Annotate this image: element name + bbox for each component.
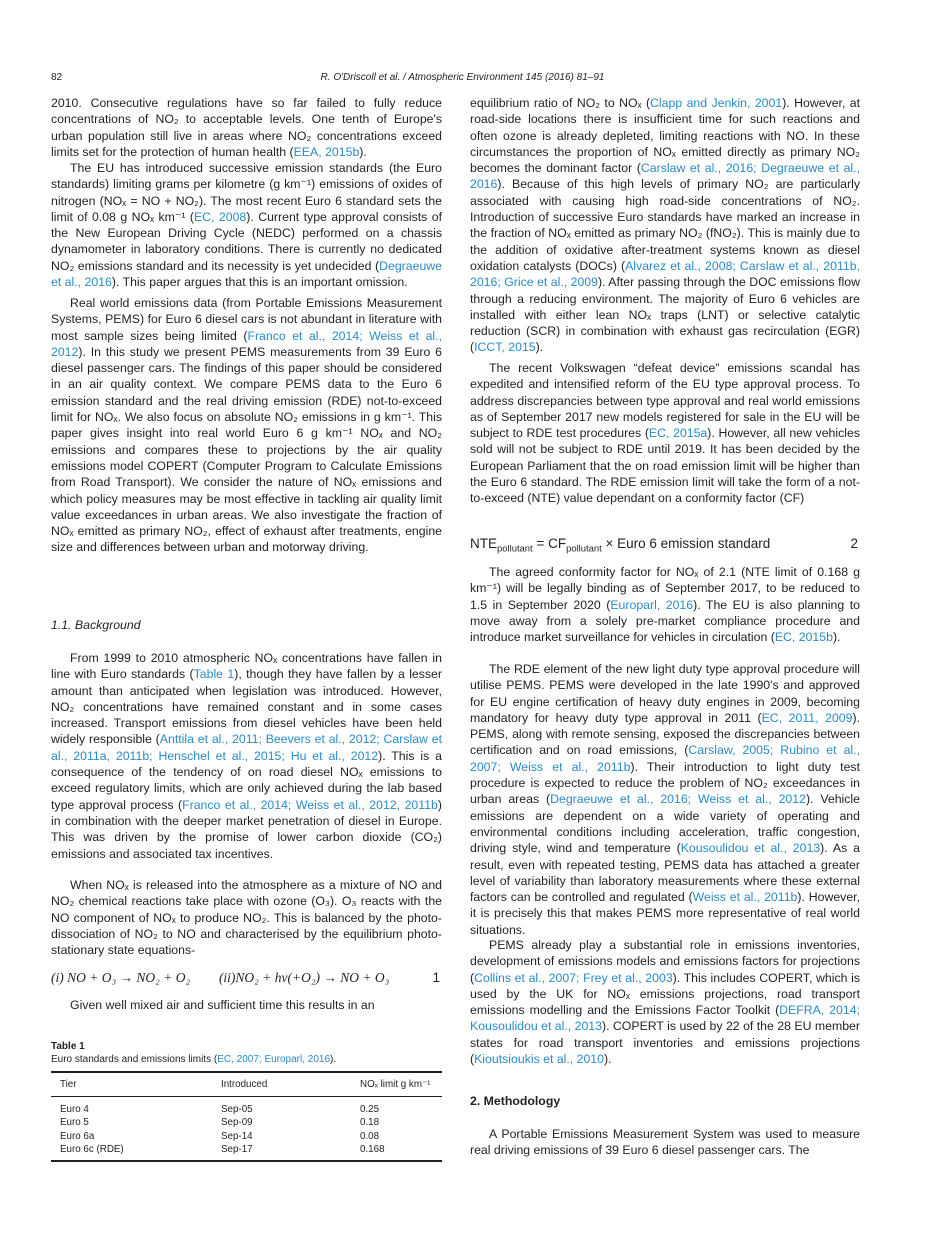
left-column bbox=[51, 0, 442, 1234]
citation-link[interactable]: EC, 2008 bbox=[193, 209, 247, 224]
equation-operator: = bbox=[532, 536, 549, 551]
equation-term: NTE bbox=[470, 536, 497, 551]
citation-link[interactable]: Franco et al., 2014; Weiss et al., 2012, 2011b bbox=[182, 797, 438, 812]
citation-link[interactable]: EC, 2015b bbox=[774, 630, 833, 645]
column-header: NOₓ limit g km⁻¹ bbox=[360, 1079, 431, 1090]
citation-link[interactable]: EC, 2007; Europarl, 2016 bbox=[217, 1054, 331, 1065]
citation-link[interactable]: Alvarez et al., 2008; Carslaw et al., 2011b, 2016; Grice et al., 2009 bbox=[470, 258, 860, 290]
paragraph-text: Given well mixed air and sufficient time this results in an bbox=[70, 998, 375, 1012]
table-cell: 0.168 bbox=[360, 1143, 385, 1155]
paragraph-text: The RDE element of the new light duty type approval procedure will utilise PEMS. PEMS were developed in the late 1990's and approved for EU engine certification of heavy duty engines in 2009, becoming mandatory for heavy duty type approval in 2011 ( bbox=[470, 662, 860, 725]
table-row bbox=[51, 1116, 442, 1129]
paragraph bbox=[470, 661, 860, 938]
paragraph-text: ). bbox=[359, 144, 367, 159]
paragraph-text: The EU has introduced successive emission standards (the Euro standards) limiting grams per kilometre (g km⁻¹) emissions of oxides of nitrogen (NOₓ = NO + NO₂). The most recent Euro 6 standard sets the limit of 0.08 g NOₓ km⁻¹ ( bbox=[51, 161, 442, 224]
paragraph-text: ). bbox=[832, 630, 841, 645]
paragraph-text: ). The EU is also planning to move away from a solely pre-market compliance procedure and introduce market surveillance for vehicles in circulation ( bbox=[470, 597, 860, 645]
paragraph-text: From 1999 to 2010 atmospheric NOₓ concentrations have fallen in line with Euro standards ( bbox=[51, 651, 442, 682]
paragraph-text: ). bbox=[604, 1052, 612, 1067]
paragraph-text: ). Because of this high levels of primary NO₂ are particularly associated with causing high road-side concentrations of NO₂. Introduction of successive Euro standards have marked an increase in the fraction of NOₓ emitted as primary NO₂ (fNO₂). This is mainly due to the addition of oxidative after-treatment systems known as diesel oxidation catalysts (DOCs) ( bbox=[470, 177, 860, 273]
table-row bbox=[51, 1097, 442, 1117]
citation-link[interactable]: Kioutsioukis et al., 2010 bbox=[474, 1052, 604, 1067]
table-cell: Sep-17 bbox=[221, 1143, 253, 1155]
paragraph-text: Real world emissions data (from Portable Emissions Measurement Systems, PEMS) for Euro 6 diesel cars is not abundant in literature with most sample sizes being limited ( bbox=[51, 296, 442, 343]
paragraph-text: ). Vehicle emissions are dependent on a wide variety of operating and environmental conditions including acceleration, traffic congestion, driving style, wind and temperature ( bbox=[470, 792, 860, 856]
paragraph-text: equilibrium ratio of NO₂ to NOₓ ( bbox=[470, 96, 651, 110]
page-number: 82 bbox=[51, 72, 63, 83]
paragraph-text: ). In this study we present PEMS measurements from 39 Euro 6 diesel passenger cars. The findings of this paper should be considered in an air quality context. We compare PEMS data to the Euro 6 emission standard and the real driving emission (RDE) not-to-exceed limit for NOₓ. We also focus on absolute NO₂ emissions in g km⁻¹. This paper gives insight into real world Euro 6 g km⁻¹ NOₓ and NO₂ emissions and compares these to projections by the air quality emissions model COPERT (Computer Program to Calculate Emissions from Road Transport). We consider the nature of NOₓ emissions and which policy measures may be most effective in tackling air quality limit value exceedances in urban areas. We also investigate the fraction of NOₓ emitted as primary NO₂, effect of exhaust after treatments, engine size and differences between urban and motorway driving. bbox=[51, 344, 442, 555]
paragraph bbox=[470, 937, 860, 1067]
paragraph-text: PEMS already play a substantial role in emissions inventories, development of emissions models and emissions factors for projections ( bbox=[470, 938, 860, 985]
equation-term: CF bbox=[548, 536, 567, 551]
citation-link[interactable]: Kousoulidou et al., 2013 bbox=[680, 841, 821, 856]
paragraph bbox=[470, 95, 860, 356]
equation-term: × Euro 6 emission standard bbox=[601, 536, 771, 551]
table-1 bbox=[51, 1041, 442, 1162]
equation-part-ii: (ii)NO₂ + hν(+O₂) → NO + O₃ bbox=[218, 970, 390, 985]
equation-part-i: (i) NO + O₃ → NO₂ + O₂ bbox=[51, 970, 191, 985]
paragraph-text: When NOₓ is released into the atmosphere as a mixture of NO and NO₂ chemical reactions take place with ozone (O₃). O₃ reacts with the NO component of NOₓ to produce NO₂. This is balanced by the photo-dissociation of NO₂ to NO and characterised by the equilibrium photo-stationary state equations- bbox=[51, 878, 442, 958]
paragraph bbox=[51, 160, 442, 290]
citation-link[interactable]: Europarl, 2016 bbox=[610, 597, 694, 612]
table-row bbox=[51, 1143, 442, 1161]
paragraph-text: ). As a result, even with repeated testing, PEMS data has attached a greater level of variability than laboratory measurements where these external factors can be controlled and regulated ( bbox=[470, 841, 861, 905]
emissions-table bbox=[51, 1071, 442, 1162]
column-header: Tier bbox=[60, 1079, 77, 1090]
paragraph bbox=[51, 295, 442, 556]
table-label: Table 1 bbox=[51, 1041, 85, 1052]
table-cell: Sep-09 bbox=[221, 1117, 253, 1129]
paragraph bbox=[51, 997, 442, 1013]
citation-link[interactable]: Degraeuwe et al., 2016 bbox=[51, 258, 442, 290]
citation-link[interactable]: Carslaw et al., 2016; Degraeuwe et al., 2016 bbox=[470, 161, 860, 192]
citation-link[interactable]: DEFRA, 2014; Kousoulidou et al., 2013 bbox=[470, 1003, 860, 1034]
citation-link[interactable]: Collins et al., 2007; Frey et al., 2003 bbox=[474, 970, 673, 985]
equation-subscript: pollutant bbox=[566, 543, 602, 555]
paragraph-text: ). However, at road-side locations there is insufficient time for such reactions and often ozone is already depleted, limiting reactions with NO. In these circumstances the proportion of NOₓ emitted directly as primary NO₂ becomes the dominant factor ( bbox=[470, 96, 861, 176]
citation-link[interactable]: Clapp and Jenkin, 2001 bbox=[650, 96, 783, 110]
table-cell: 0.18 bbox=[360, 1117, 380, 1129]
paragraph bbox=[470, 1126, 860, 1159]
section-heading: 2. Methodology bbox=[470, 1094, 561, 1108]
table-cell: Sep-14 bbox=[221, 1130, 253, 1142]
paragraph bbox=[51, 877, 442, 958]
table-cell: Euro 6a bbox=[60, 1130, 95, 1142]
paragraph-text: The recent Volkswagen “defeat device” emissions scandal has expedited and intensified reform of the EU type approval process. To address discrepancies between type approval and real world emissions as of September 2017 new models registered for sale in the EU will be subject to RDE test procedures ( bbox=[470, 361, 860, 441]
section-heading: 1.1. Background bbox=[51, 618, 141, 632]
paragraph-text: ). bbox=[535, 340, 544, 355]
paragraph-text: The agreed conformity factor for NOₓ of 2.1 (NTE limit of 0.168 g km⁻¹) will be legally binding as of September 2017, to be reduced to 1.5 in September 2020 ( bbox=[470, 565, 860, 612]
paragraph bbox=[51, 650, 442, 862]
paragraph-text: ). Their introduction to light duty test procedure is expected to reduce the problem of NO₂ exceedances in urban areas ( bbox=[470, 759, 860, 807]
citation-link[interactable]: Franco et al., 2014; Weiss et al., 2012 bbox=[51, 328, 442, 359]
citation-link[interactable]: Anttila et al., 2011; Beevers et al., 2012; Carslaw et al., 2011a, 2011b; Henschel et al., 2015; Hu et al., 2012 bbox=[51, 732, 442, 763]
table-header-row bbox=[51, 1072, 442, 1097]
paragraph-text: ). This includes COPERT, which is used by the UK for NOₓ emissions projections, road transport emissions modelling and the Emissions Factor Toolkit ( bbox=[470, 970, 860, 1018]
paragraph bbox=[470, 564, 860, 645]
right-column bbox=[470, 0, 860, 1234]
citation-link[interactable]: EC, 2011, 2009 bbox=[761, 710, 853, 725]
paragraph-text: ). This is a consequence of the tendency of on road diesel NOₓ emissions to exceed regulatory limits, which are only achieved during the lab based type approval process ( bbox=[51, 748, 442, 812]
running-title: R. O'Driscoll et al. / Atmospheric Environment 145 (2016) 81–91 bbox=[320, 72, 605, 83]
paragraph bbox=[51, 95, 442, 160]
citation-link[interactable]: EEA, 2015b bbox=[293, 144, 360, 159]
table-cell: Euro 5 bbox=[60, 1117, 89, 1129]
table-row bbox=[51, 1130, 442, 1143]
paragraph-text: ), though they have fallen by a lesser amount than anticipated when legislation was introduced. However, NO₂ concentrations have remained constant and in some cases increased. Transport emissions from diesel vehicles have been held widely responsible ( bbox=[51, 667, 442, 747]
paragraph-text: A Portable Emissions Measurement System was used to measure real driving emissions of 39 Euro 6 diesel passenger cars. The bbox=[470, 1127, 860, 1158]
paragraph-text: ) in combination with the deeper market penetration of diesel in Europe. This was driven by the promise of lower carbon dioxide (CO₂) emissions and associated tax incentives. bbox=[51, 797, 442, 861]
citation-link[interactable]: Weiss et al., 2011b bbox=[692, 890, 798, 905]
citation-link[interactable]: Table 1 bbox=[193, 667, 235, 682]
table-caption bbox=[51, 1054, 442, 1065]
equation-subscript: pollutant bbox=[497, 543, 533, 555]
table-cell: Sep-05 bbox=[221, 1104, 253, 1116]
table-cell: 0.08 bbox=[360, 1130, 380, 1142]
citation-link[interactable]: Degraeuwe et al., 2016; Weiss et al., 2012 bbox=[550, 792, 806, 807]
paragraph-text: ). After passing through the DOC emissions flow through a reducing environment. The majority of Euro 6 vehicles are installed with either lean NOₓ traps (LNT) or selective catalytic reduction (SCR) in combination with exhaust gas recirculation (EGR) ( bbox=[470, 275, 860, 355]
equation-1 bbox=[51, 970, 442, 986]
paragraph bbox=[470, 360, 860, 507]
table-cell: 0.25 bbox=[360, 1104, 380, 1116]
column-header: Introduced bbox=[221, 1079, 268, 1090]
caption-text: Euro standards and emissions limits ( bbox=[51, 1054, 218, 1065]
paragraph-text: ). This paper argues that this is an important omission. bbox=[111, 275, 408, 290]
equation-2 bbox=[470, 536, 860, 555]
table-cell: Euro 6c (RDE) bbox=[60, 1143, 124, 1155]
paragraph-text: ). However, it is precisely this that makes PEMS more representative of real world situations. bbox=[470, 890, 860, 937]
citation-link[interactable]: ICCT, 2015 bbox=[474, 340, 536, 355]
equation-number: 2 bbox=[850, 536, 858, 551]
paragraph-text: ). COPERT is used by 22 of the 28 EU member states for road transport inventories and emissions projections ( bbox=[470, 1019, 860, 1067]
paragraph-text: ). PEMS, along with remote sensing, exposed the discrepancies between certification and on road emissions, ( bbox=[470, 710, 860, 758]
paragraph-text: 2010. Consecutive regulations have so far failed to fully reduce concentrations of NO₂ to acceptable levels. One tenth of Europe's urban population still live in areas where NO₂ concentrations exceed limits set for the protection of human health ( bbox=[51, 96, 442, 159]
caption-text: ). bbox=[330, 1054, 337, 1065]
paragraph-text: ). Current type approval consists of the New European Driving Cycle (NEDC) performed on a chassis dynamometer in laboratory conditions. There is currently no dedicated NO₂ emissions standard and its necessity is yet undecided ( bbox=[51, 209, 442, 273]
citation-link[interactable]: EC, 2015a bbox=[648, 426, 708, 441]
equation-number: 1 bbox=[432, 970, 440, 985]
citation-link[interactable]: Carslaw, 2005; Rubino et al., 2007; Weiss et al., 2011b bbox=[470, 743, 860, 774]
table-cell: Euro 4 bbox=[60, 1104, 89, 1116]
paragraph-text: ). However, all new vehicles sold will not be subject to RDE until 2019. It has been decided by the European Parliament that the on road emission limit will be higher than the Euro 6 standard. The RDE emission limit will take the form of a not-to-exceed (NTE) value dependant on a conformity factor (CF) bbox=[470, 426, 860, 506]
